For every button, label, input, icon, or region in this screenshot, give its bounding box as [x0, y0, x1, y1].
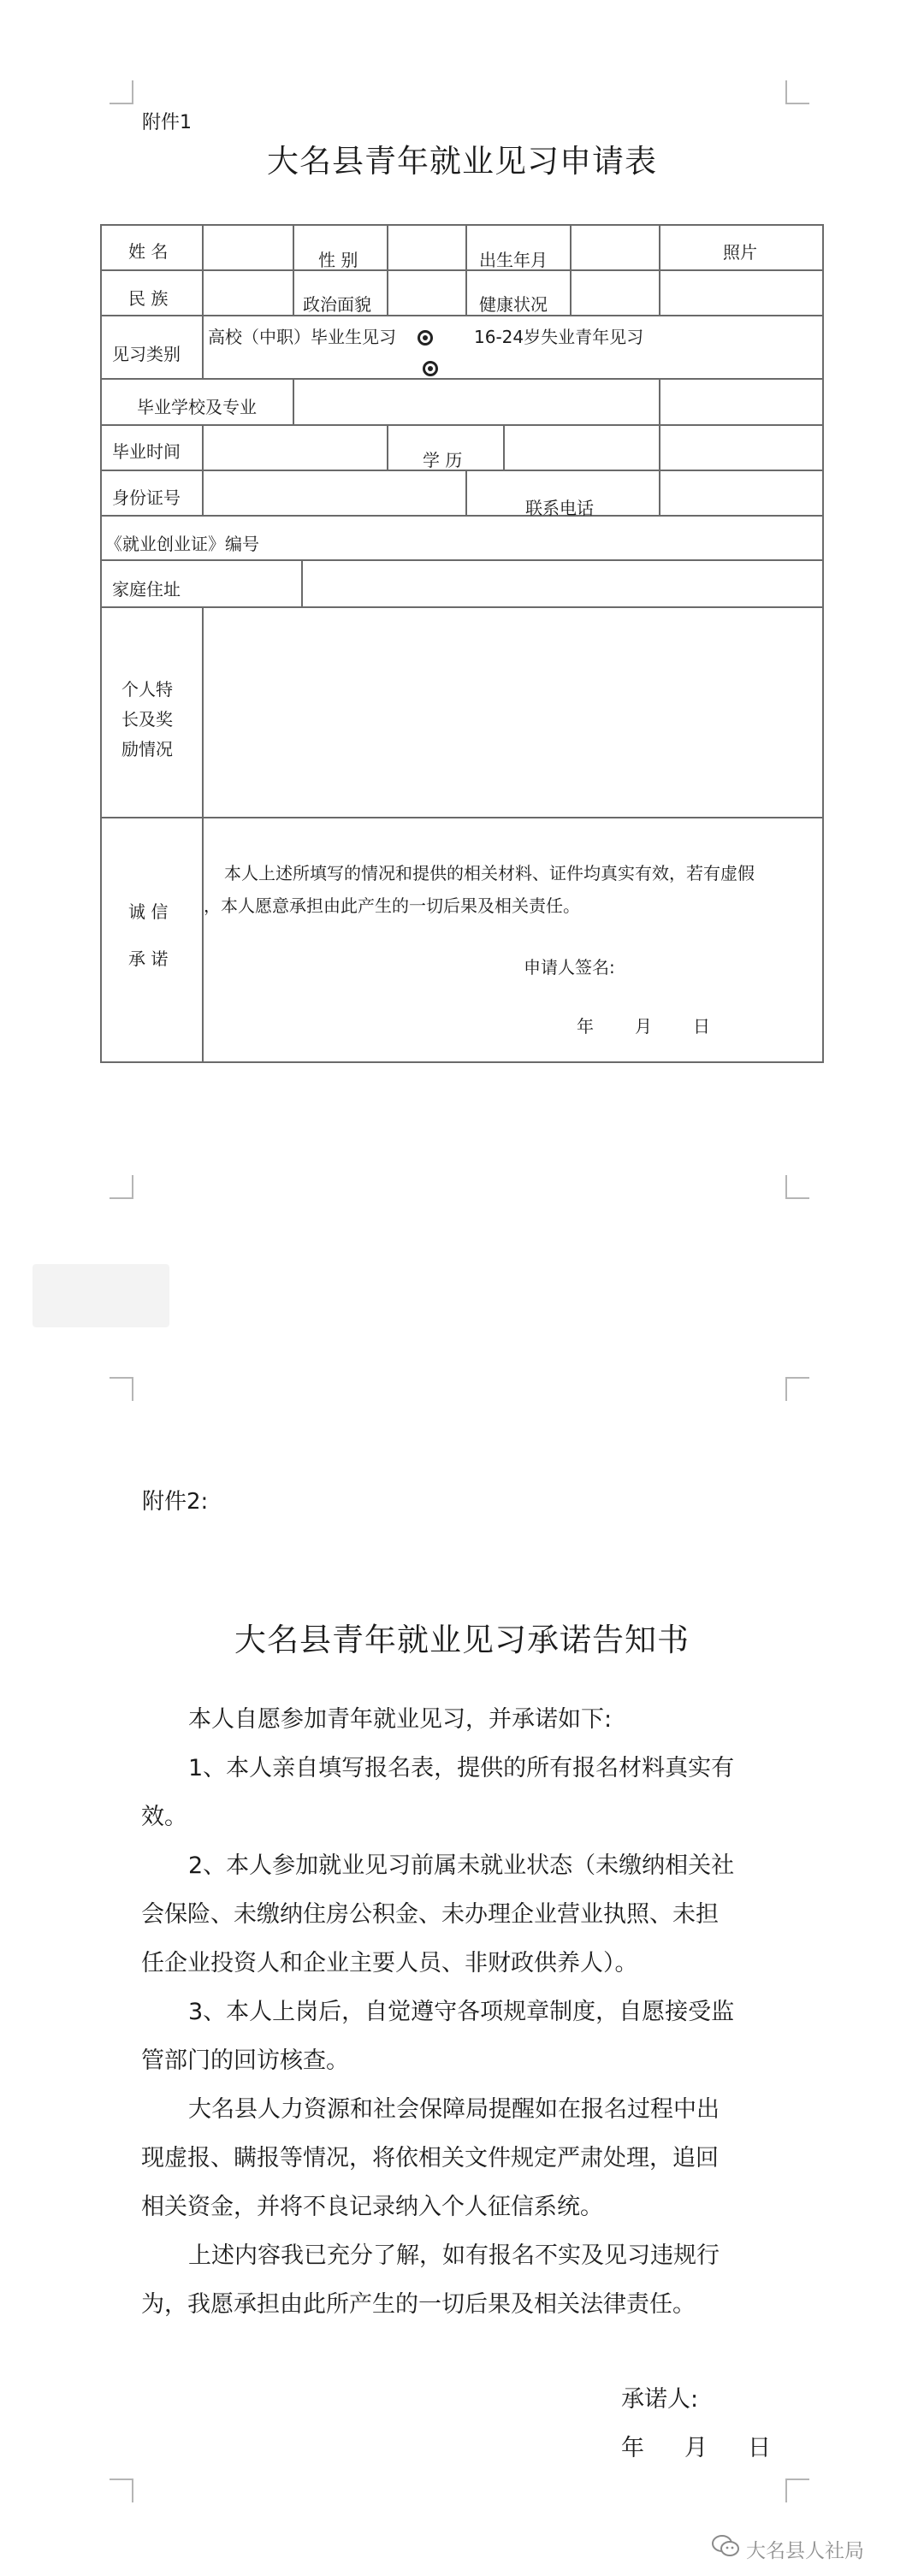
watermark-text: 大名县人社局: [746, 2540, 864, 2562]
date-day: 日: [693, 1016, 710, 1037]
date-month: 月: [635, 1016, 652, 1037]
crop-mark-bottom-right-p2: [785, 2479, 809, 2502]
attachment-label-2: 附件2:: [142, 1489, 209, 1515]
pledge-text-line2: ，本人愿意承担由此产生的一切后果及相关责任。: [204, 895, 580, 916]
internship-type-option-youth: 16-24岁失业青年见习: [474, 327, 644, 347]
school-major-label: 毕业学校及专业: [137, 397, 257, 417]
crop-mark-bottom-right: [785, 1377, 809, 1401]
id-number-label: 身份证号: [112, 487, 181, 508]
phone-label: 联系电话: [525, 498, 594, 518]
specialty-label-line3: 励情况: [121, 739, 173, 759]
attachment-label-1: 附件1: [142, 112, 192, 133]
internship-type-label: 见习类别: [112, 344, 181, 364]
specialty-label-line2: 长及奖: [121, 709, 173, 730]
name-label: 姓 名: [128, 241, 169, 262]
radio-graduate[interactable]: [418, 330, 433, 346]
paragraph-4: 3、本人上岗后，自觉遵守各项规章制度，自愿接受监 管部门的回访核查。: [141, 1999, 735, 2074]
crop-mark-top-right-p2: [785, 1175, 809, 1199]
radio-unemployed-youth[interactable]: [423, 361, 438, 376]
education-label: 学 历: [423, 450, 463, 470]
gender-label: 性 别: [318, 250, 358, 270]
page-title-commitment: 大名县青年就业见习承诺告知书: [234, 1622, 690, 1658]
political-status-label: 政治面貌: [303, 294, 371, 315]
employment-cert-label: 《就业创业证》编号: [105, 534, 259, 554]
internship-type-option-graduate: 高校（中职）毕业生见习: [208, 327, 396, 347]
paragraph-2: 1、本人亲自填写报名表，提供的所有报名材料真实有 效。: [141, 1755, 735, 1830]
promisor-label: 承诺人:: [621, 2386, 699, 2413]
promisor-date-year: 年: [621, 2435, 644, 2461]
promisor-date-month: 月: [684, 2435, 708, 2461]
applicant-signature-label: 申请人签名:: [524, 957, 615, 978]
photo-label: 照片: [723, 242, 757, 263]
wechat-bubble-icon: [711, 2534, 740, 2558]
page-title-application: 大名县青年就业见习申请表: [267, 143, 657, 180]
paragraph-1: 本人自愿参加青年就业见习，并承诺如下:: [188, 1706, 613, 1733]
pledge-label-line1: 诚 信: [128, 901, 169, 922]
crop-mark-top-right: [785, 80, 809, 104]
paragraph-6: 上述内容我已充分了解，如有报名不实及见习违规行 为，我愿承担由此所产生的一切后果及相关法律责任。: [141, 2242, 720, 2318]
date-year: 年: [577, 1016, 594, 1037]
scan-smudge: [33, 1264, 169, 1327]
crop-mark-bottom-left: [110, 1377, 133, 1401]
crop-mark-top-left: [110, 80, 133, 104]
pledge-text-line1: 本人上述所填写的情况和提供的相关材料、证件均真实有效，若有虚假: [224, 863, 755, 883]
birth-date-label: 出生年月: [479, 250, 548, 270]
paragraph-5: 大名县人力资源和社会保障局提醒如在报名过程中出 现虚报、瞒报等情况，将依相关文件规定严肃处理，追回 相关资金，并将不良记录纳入个人征信系统。: [141, 2096, 720, 2220]
paragraph-3: 2、本人参加就业见习前属未就业状态（未缴纳相关社 会保险、未缴纳住房公积金、未办理企业营业执照、未担 任企业投资人和企业主要人员、非财政供养人）。: [141, 1852, 735, 1976]
crop-mark-top-left-p2: [110, 1175, 133, 1199]
crop-mark-bottom-left-p2: [110, 2479, 133, 2502]
promisor-date-day: 日: [748, 2435, 771, 2461]
graduation-time-label: 毕业时间: [112, 441, 181, 462]
health-label: 健康状况: [479, 294, 548, 315]
ethnicity-label: 民 族: [128, 288, 169, 309]
pledge-label-line2: 承 诺: [128, 948, 169, 969]
specialty-label-line1: 个人特: [121, 679, 173, 700]
home-address-label: 家庭住址: [112, 579, 181, 600]
